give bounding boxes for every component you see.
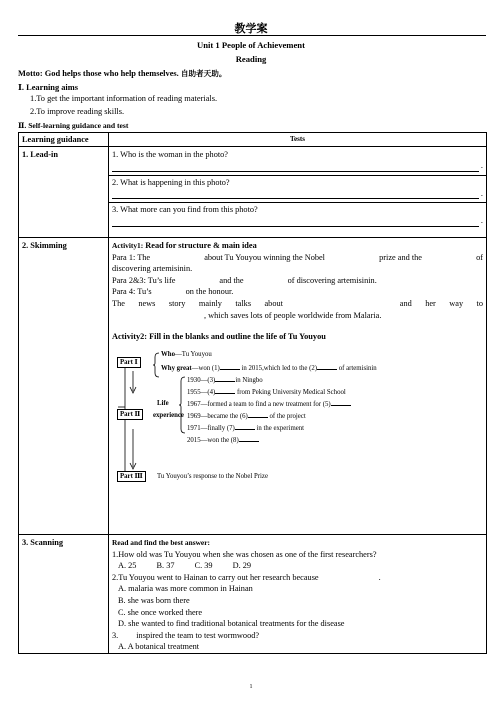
table-row-leadin	[19, 147, 487, 238]
life-outline-diagram	[117, 347, 483, 487]
motto-text: God helps those who help themselves.	[44, 69, 179, 78]
life-label: Life	[157, 399, 169, 407]
leadin-q3: 3. What more can you find from this photo?	[112, 205, 258, 215]
page-number: 1	[249, 684, 253, 690]
page-title: 教学案	[234, 22, 268, 35]
scan-q1-options	[112, 560, 483, 572]
table-row-scanning	[19, 535, 487, 654]
scan-q2: 2.Tu Youyou went to Hainan to carry out her research because .	[112, 572, 381, 582]
leadin-q1: 1. Who is the woman in the photo?	[112, 150, 228, 159]
option[interactable]: B. she was born there	[118, 595, 190, 605]
para1-cont: discovering artemisinin.	[112, 264, 193, 274]
leadin-answer-1[interactable]: .	[112, 161, 483, 174]
event-1955: 1955—(4) from Peking University Medical School	[187, 388, 346, 396]
event-2015: 2015—won the (8)	[187, 435, 259, 445]
option[interactable]: A. 25	[118, 561, 137, 571]
section-title: Reading	[235, 54, 267, 64]
option[interactable]: A. A botanical treatment	[118, 642, 200, 652]
scan-q1: 1.How old was Tu Youyou when she was chosen as one of the first researchers?	[112, 549, 377, 559]
activity1-heading: Activity1: Read for structure & main idea	[112, 241, 257, 250]
option[interactable]: C. she once worked there	[118, 607, 203, 617]
part2-box: Part Ⅱ	[117, 409, 143, 420]
why-line: Why great—won (1) in 2015,which led to the (2) of artemisinin	[161, 364, 377, 372]
option[interactable]: D. she wanted to find traditional botanical treatments for the disease	[118, 619, 345, 629]
option[interactable]: B. 37	[156, 561, 175, 571]
unit-title: Unit 1 People of Achievement	[197, 40, 305, 50]
activity2-heading: Activity2: Fill in the blanks and outline the life of Tu Youyou	[112, 332, 326, 342]
option[interactable]: A. malaria was more common in Hainan	[118, 584, 253, 594]
title-divider	[18, 35, 486, 36]
summary-cont: , which saves lots of people worldwide from Malaria.	[204, 310, 382, 320]
who-line: Who—Tu Youyou	[161, 350, 212, 358]
event-1967: 1967—formed a team to find a new treatment for (5)	[187, 399, 351, 409]
leadin-q2: 2. What is happening in this photo?	[112, 177, 230, 187]
experience-label: experience	[153, 411, 184, 419]
leadin-answer-2[interactable]: .	[112, 188, 483, 201]
part3-box: Part Ⅲ	[117, 471, 146, 482]
col-guidance-header: Learning guidance	[19, 133, 109, 147]
para1-line: Para 1: The about Tu Youyou winning the Nobel prize and the of	[112, 252, 483, 262]
event-1969: 1969—became the (6) of the project	[187, 412, 306, 420]
aim-item: 1.To get the important information of reading materials.	[30, 94, 218, 103]
motto	[18, 68, 226, 79]
option[interactable]: D. 29	[232, 561, 252, 571]
para4-line: Para 4: Tu’s on the honour.	[112, 287, 234, 297]
skimming-label: 2. Skimming	[19, 238, 109, 535]
part3-text: Tu Youyou’s response to the Nobel Prize	[157, 472, 268, 480]
event-1971: 1971—finally (7) in the experiment	[187, 424, 305, 432]
table-header-row	[19, 133, 487, 147]
summary-line: The news story mainly talks about and her way to	[112, 298, 483, 308]
scan-q3: 3. inspired the team to test wormwood?	[112, 630, 260, 640]
scanning-label: 3. Scanning	[19, 535, 109, 654]
section2-heading: Ⅱ. Self-learning guidance and test	[18, 121, 129, 130]
leadin-label: 1. Lead-in	[19, 147, 109, 238]
option[interactable]: C. 39	[194, 561, 213, 571]
part1-box: Part Ⅰ	[117, 357, 141, 368]
motto-cn: 自助者天助。	[180, 69, 227, 78]
para2-line: Para 2&3: Tu’s life and the of discovering artemisinin.	[112, 275, 377, 285]
col-tests-header: Tests	[109, 133, 487, 147]
motto-label: Motto:	[18, 69, 43, 78]
scanning-heading: Read and find the best answer:	[112, 538, 210, 547]
table-row-skimming	[19, 238, 487, 535]
aim-item: 2.To improve reading skills.	[30, 107, 125, 116]
event-1930: 1930—(3) in Ningbo	[187, 376, 263, 384]
guidance-table	[18, 132, 487, 654]
aims-heading: Ⅰ. Learning aims	[18, 83, 78, 92]
leadin-answer-3[interactable]: .	[112, 216, 483, 229]
